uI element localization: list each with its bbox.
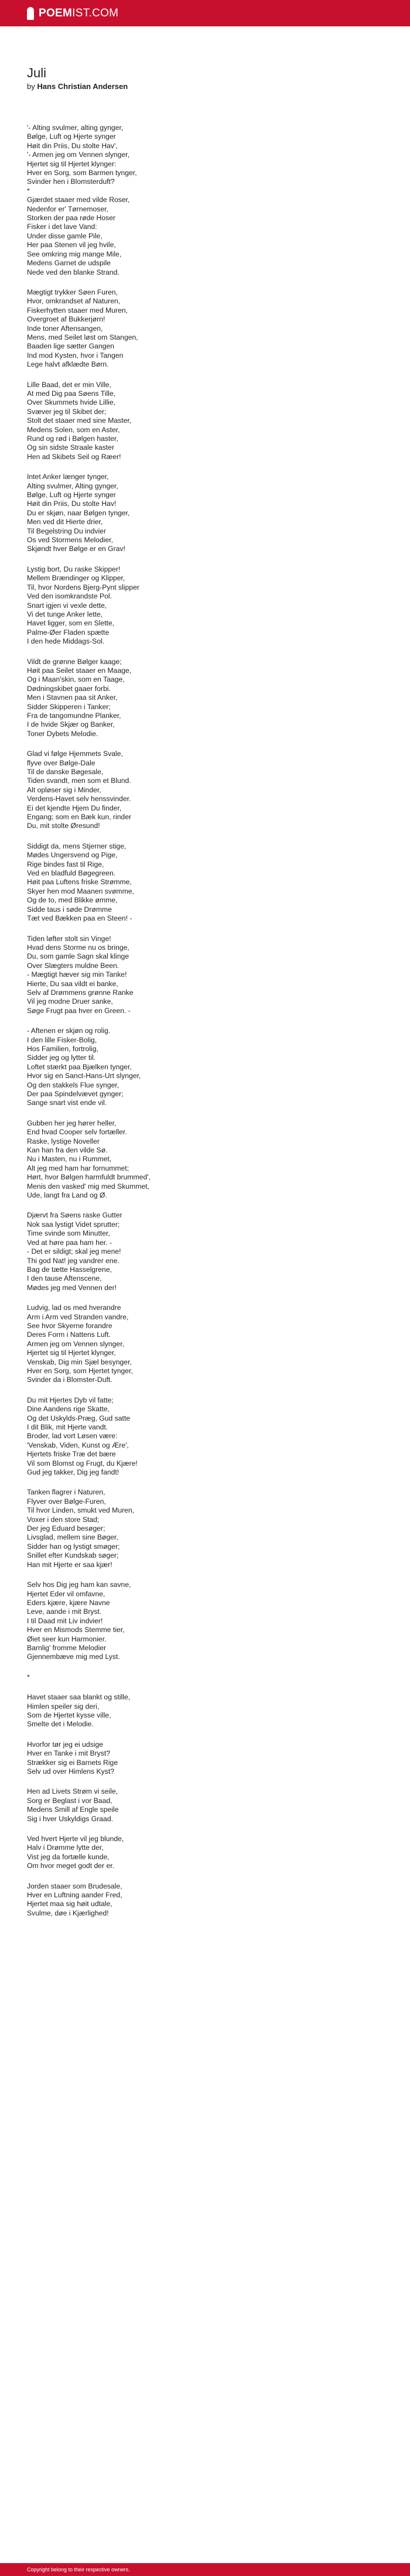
poem-line: Sidde taus i søde Drømme <box>27 905 112 914</box>
poem-line: Hver en Mismods Stemme tier, <box>27 1626 125 1634</box>
by-prefix: by <box>27 82 35 91</box>
poem-line: Livsglad, mellem sine Bøger, <box>27 1533 118 1542</box>
poem-line: Djærvt fra Søens raske Gutter <box>27 1211 122 1220</box>
poem-line: Øiet seer kun Harmonier. <box>27 1634 107 1643</box>
poem-line: End hvad Cooper selv fortæller. <box>27 1128 127 1137</box>
poem-line: See omkring mig mange Mile, <box>27 249 122 258</box>
poem-line: Høit paa Seilet staaer en Maage, <box>27 666 132 675</box>
poem-line: Glad vi følge Hjemmets Svale, <box>27 750 123 758</box>
poem-line: * <box>27 186 30 195</box>
poem-line: Og i Maan'skin, som en Taage, <box>27 675 125 684</box>
poem-line: Raske, lystige Noveller <box>27 1137 100 1145</box>
poem-line: Venskab, Dig min Sjæl besynger, <box>27 1357 132 1366</box>
poem-line: Intet Anker længer tynger, <box>27 473 109 481</box>
poem-line: Her paa Stenen vil jeg hvile, <box>27 241 116 249</box>
poem-line: Hver en Sorg, som Barmen tynger, <box>27 169 137 177</box>
poem-line: Dødningskibet gaaer forbi. <box>27 684 111 693</box>
poem-line: - Det er sildigt; skal jeg mene! <box>27 1247 121 1256</box>
poem-line: Fisker i det lave Vand: <box>27 223 97 231</box>
poem-line: Tiden løfter stolt sin Vinge! <box>27 934 111 943</box>
poem-line: Ei det kjendte Hjem Du finder, <box>27 803 122 812</box>
poem-line: Fiskerhytten staaer med Muren, <box>27 306 128 314</box>
poem-line: * <box>27 1672 30 1681</box>
poem-stanza <box>27 1693 355 1729</box>
poem-line: Lystig bort, Du raske Skipper! <box>27 565 121 573</box>
poem-line: Dine Aandens rige Skatte, <box>27 1405 110 1414</box>
poem-line: - Mægtigt hæver sig min Tanke! <box>27 970 127 979</box>
poem-line: Verdens-Havet selv henssvinder. <box>27 795 131 803</box>
poem-line: Voxer i den store Stad; <box>27 1515 100 1524</box>
poem-line: Gjærdet staaer med vilde Roser, <box>27 196 130 204</box>
poem-line: Hver en Luftning aander Fred, <box>27 1891 122 1900</box>
poem-line: Rige bindes fast til Rige, <box>27 860 104 868</box>
poem-line: Gud jeg takker, Dig jeg fandt! <box>27 1468 119 1477</box>
poem-line: Nu i Masten, nu i Rummet, <box>27 1155 112 1164</box>
poem-line: Alting svulmer, Alting gynger, <box>27 481 118 490</box>
poem-line: Os ved Stormens Melodier, <box>27 536 113 545</box>
poem-line: Stolt det staaer med sine Master, <box>27 416 132 425</box>
poem-line: Medens Garnet de udspile <box>27 259 111 268</box>
poem-stanza <box>27 1027 355 1108</box>
poem-line: Eders kjære, kjære Navne <box>27 1598 110 1607</box>
poem-line: 'Venskab, Viden, Kunst og Ære', <box>27 1441 129 1449</box>
poem-line: Mens, med Seilet løst om Stangen, <box>27 333 138 341</box>
poem-line: Over Skummets hvide Lillie, <box>27 398 116 407</box>
poem-line: Du, mit stolte Øresund! <box>27 822 100 830</box>
poem-line: I til Daad mit Liv indvier! <box>27 1616 103 1625</box>
poem-line: Medens Smill af Engle speile <box>27 1805 119 1814</box>
poem-line: Hen ad Livets Strøm vi seile, <box>27 1787 118 1796</box>
poem-line: Strækker sig ei Barnets Rige <box>27 1758 118 1767</box>
poem-line: Flyver over Bølge-Furen, <box>27 1497 106 1506</box>
poem-line: Over Slægters muldne Been. <box>27 961 119 970</box>
poem-line: I den tause Aftenscene, <box>27 1274 102 1283</box>
poem-line: Sange snart vist ende vil. <box>27 1099 107 1107</box>
poem-line: Til Begelstring Du indvier <box>27 526 107 535</box>
poem-line: Nok saa lystigt Videt sprutter; <box>27 1220 120 1229</box>
poem-line: Som de Hjertet kysse ville, <box>27 1711 111 1719</box>
poem-line: See hvor Skyerne forandre <box>27 1321 112 1330</box>
poem-byline <box>27 82 355 91</box>
poem-line: Du mit Hjertes Dyb vil fatte; <box>27 1395 114 1404</box>
poem-line: Hierte, Du saa vildt ei banke, <box>27 979 118 988</box>
poem-line: Gjennembæve mig med Lyst. <box>27 1653 120 1661</box>
poem-line: Kan han fra den vilde Sø. <box>27 1146 108 1155</box>
poem-line: Ved den isomkrandste Pol. <box>27 592 112 601</box>
poem-stanza <box>27 935 355 1016</box>
poem-line: Loftet stærkt paa Bjælken tynger, <box>27 1062 132 1071</box>
poem-line: Storken der paa røde Hoser <box>27 214 116 223</box>
poem-line: Mødes jeg med Vennen der! <box>27 1283 117 1292</box>
poem-line: Hvorfor tør jeg ei udsige <box>27 1740 104 1749</box>
poem-stanza <box>27 1835 355 1871</box>
poem-line: Bag de tætte Hasselgrene, <box>27 1265 112 1274</box>
poem-line: Du er skjøn, naar Bølgen tynger, <box>27 508 130 517</box>
poem-stanza <box>27 124 355 277</box>
poem-stanza <box>27 1581 355 1662</box>
poem-line: Havet staaer saa blankt og stille, <box>27 1693 131 1702</box>
poem-line: Nede ved den blanke Strand. <box>27 268 119 276</box>
poem-line: Overgroet af Bukkerjørn! <box>27 315 105 324</box>
poem-stanza <box>27 1740 355 1777</box>
poem-line: Inde toner Aftensangen, <box>27 324 103 333</box>
poem-line: Sidder han og lystigt smøger; <box>27 1542 120 1551</box>
poem-stanza <box>27 1488 355 1569</box>
poem-line: Høit din Priis, Du stolte Hav! <box>27 500 117 508</box>
poem-line: Snart igjen vi vexle dette, <box>27 601 107 610</box>
poem-line: - Aftenen er skjøn og rolig. <box>27 1027 111 1035</box>
poem-line: Selv ud over Himlens Kyst? <box>27 1767 115 1776</box>
poem-title: Juli <box>27 66 47 80</box>
poem-line: Hver en Tanke i mit Bryst? <box>27 1749 111 1758</box>
poem-line: I den hede Middags-Sol. <box>27 637 105 646</box>
poem-line: Sidder jeg og lytter til. <box>27 1053 96 1062</box>
poem-line: Havet ligger, som en Slette, <box>27 619 115 628</box>
poem-line: I de hvide Skjær og Banker, <box>27 720 115 729</box>
poem-line: Under disse gamle Pile, <box>27 231 102 240</box>
poem-line: Deres Form i Nattens Luft. <box>27 1330 111 1339</box>
poem-line: Toner Dybets Melodie. <box>27 729 98 738</box>
poem-line: Skyer hen mod Maanen svømme, <box>27 887 134 895</box>
poem-line: Thi god Nat! jeg vandrer ene. <box>27 1256 119 1265</box>
poem-line: Men ved dit Hierte drier, <box>27 518 103 526</box>
poem-stanza <box>27 1882 355 1918</box>
copyright-text: Copyright belong to their respective owners. <box>27 2567 130 2572</box>
poem-line: Tiden svandt, men som et Blund. <box>27 776 131 785</box>
poem-stanza <box>27 288 355 370</box>
poem-line: At med Dig paa Søens Tille, <box>27 389 116 398</box>
poem-line: Menis den vasked' mig med Skummet, <box>27 1182 149 1190</box>
poem-line: Søge Frugt paa hver en Green. - <box>27 1006 131 1015</box>
poem-line: Engang; som en Bæk kun, rinder <box>27 813 132 822</box>
poem-stanza <box>27 473 355 554</box>
poem-line: Nedenfor er' Tørnemoser, <box>27 204 108 213</box>
poem-stanza <box>27 658 355 739</box>
poem-line: Sidder Skipperen i Tanker; <box>27 702 111 711</box>
poem-stanza <box>27 750 355 831</box>
poem-line: '- Alting svulmer, alting gynger, <box>27 124 124 132</box>
poem-line: Hjertet sig til Hjertet klynger: <box>27 159 117 168</box>
poem-stanza <box>27 1396 355 1477</box>
poem-line: Ved hvert Hjerte vil jeg blunde, <box>27 1835 124 1843</box>
poem-line: Palme-Øer Fladen spætte <box>27 628 110 637</box>
poem-line: Der jeg Eduard besøger; <box>27 1524 105 1533</box>
poem-line: Hvor sig en Sanct-Hans-Urt slynger, <box>27 1072 141 1080</box>
poem-body <box>27 124 355 1918</box>
logo-text: POEMIST.COM <box>39 6 119 19</box>
poem-stanza <box>27 1211 355 1292</box>
poem-line: Hvad dens Storme nu os bringe, <box>27 943 129 952</box>
poem-line: Rund og rød i Bølgen haster, <box>27 435 118 443</box>
poem-line: flyve over Bølge-Dale <box>27 758 95 767</box>
poem-line: Sorg er Beglast i vor Baad, <box>27 1796 112 1805</box>
poem-line: Gubben her jeg hører heller, <box>27 1118 117 1127</box>
poem-line: Til hvor Linden, smukt ved Muren, <box>27 1506 135 1515</box>
poem-line: Lege halvt afklædte Børn. <box>27 360 109 369</box>
poem-stanza <box>27 842 355 923</box>
poem-line: Baaden lige sætter Gangen <box>27 342 115 351</box>
poem-line: Selv af Drømmens grønne Ranke <box>27 988 134 997</box>
poem-line: Svinder hen i Blomsterduft? <box>27 177 115 186</box>
poem-line: Svulme, døe i Kjærlighed! <box>27 1908 109 1917</box>
poem-line: Mellem Brændinger og Klipper, <box>27 574 125 583</box>
poem-line: Vist jeg da fortælle kunde, <box>27 1852 110 1861</box>
poem-stanza <box>27 1119 355 1200</box>
poem-line: Medens Solen, som en Aster, <box>27 425 120 434</box>
poem-line: Hos Familien, fortrolig, <box>27 1044 98 1053</box>
poem-line: Vil jeg modne Druer sanke, <box>27 997 113 1006</box>
poem-line: Ludvig, lad os med hverandre <box>27 1304 121 1312</box>
poem-line: Selv hos Dig jeg ham kan savne, <box>27 1581 131 1589</box>
poem-line: Og de to, med Blikke ømme, <box>27 896 118 905</box>
poem-line: Broder, lad vort Løsen være: <box>27 1432 118 1441</box>
poem-line: Hvor, omkrandset af Naturen, <box>27 297 121 306</box>
logo-icon <box>27 7 34 20</box>
poem-line: Hver en Sorg, som Hjertet tynger, <box>27 1366 133 1375</box>
poem-line: Vi det tunge Anker lette, <box>27 610 103 618</box>
poem-line: Jorden staaer som Brudesale, <box>27 1881 122 1890</box>
poem-line: Hjertets friske Træ det bære <box>27 1450 116 1459</box>
poem-line: Ude, langt fra Land og Ø. <box>27 1191 107 1200</box>
poem-line: Arm i Arm ved Stranden vandre, <box>27 1312 129 1321</box>
poem-line: Men i Stavnen paa sit Anker, <box>27 693 118 702</box>
poem-line: Høit din Priis, Du stolte Hav', <box>27 141 118 150</box>
poem-line: Hjertet maa sig høit udtale, <box>27 1900 112 1908</box>
poem-line: Mødes Ungersvend og Pige, <box>27 851 118 860</box>
poem-line: Sig i hver Uskyldigs Graad. <box>27 1814 113 1823</box>
poem-line: Hørt, hvor Bølgen harmfuldt brummed', <box>27 1173 151 1182</box>
poem-line: Du, som gamle Sagn skal klinge <box>27 952 129 961</box>
poem-line: Siddigt da, mens Stjerner stige, <box>27 841 127 850</box>
poem-line: Skjøndt hver Bølge er en Grav! <box>27 545 125 553</box>
poem-line: Tæt ved Bækken paa en Steen! - <box>27 914 132 923</box>
poem-line: Ind mod Kysten, hvor i Tangen <box>27 351 124 360</box>
site-logo[interactable] <box>27 7 118 20</box>
poem-line: Til de danske Bøgesale, <box>27 768 104 776</box>
poem-line: Hjertet sig til Hjertet klynger, <box>27 1349 116 1357</box>
poem-line: Lille Baad, det er min Ville, <box>27 380 112 389</box>
poem-line: Alt opløser sig i Minder, <box>27 785 101 794</box>
poem-line: Smelte det i Melodie. <box>27 1720 94 1729</box>
poem-line: Og det Uskylds-Præg, Gud satte <box>27 1414 131 1422</box>
poem-line: Svæver jeg til Skibet der; <box>27 407 107 416</box>
site-footer <box>0 2563 410 2576</box>
poem-line: Vil som Blomst og Frugt, du Kjære! <box>27 1459 138 1467</box>
poem-line: Bølge, Luft og Hjerte synger <box>27 132 116 141</box>
poem-line: Barnlig' fromme Melodier <box>27 1643 107 1652</box>
poem-line: Og sin sidste Straale kaster <box>27 443 115 452</box>
poem-stanza <box>27 1787 355 1824</box>
poem-content <box>27 66 355 1929</box>
author-link[interactable]: Hans Christian Andersen <box>37 82 128 91</box>
poem-line: Fra de tangomundne Planker, <box>27 711 121 720</box>
poem-line: Han mit Hjerte er saa kjær! <box>27 1560 112 1569</box>
poem-line: I dit Blik, mit Hjerte vandt. <box>27 1423 108 1431</box>
poem-line: Vildt de grønne Bølger kaage; <box>27 657 122 666</box>
poem-line: Der paa Spindelvævet gynger; <box>27 1090 124 1098</box>
poem-line: Ved en bladfuld Bøgegreen. <box>27 869 116 878</box>
poem-line: Mægtigt trykker Søen Furen, <box>27 288 118 296</box>
poem-line: Halv i Drømme lytte der, <box>27 1843 104 1852</box>
poem-line: '- Armen jeg om Vennen slynger, <box>27 150 130 159</box>
poem-stanza <box>27 381 355 462</box>
poem-line: Ved at høre paa ham her. - <box>27 1238 112 1247</box>
poem-stanza <box>27 1304 355 1385</box>
poem-line: Og den stakkels Flue synger, <box>27 1080 119 1089</box>
poem-line: Time svinde som Minutter, <box>27 1229 110 1238</box>
poem-line: Alt jeg med ham har fornummet; <box>27 1164 129 1172</box>
poem-line: Til, hvor Nordens Bjerg-Pynt slipper <box>27 583 139 591</box>
poem-line: Tanken flagrer i Naturen, <box>27 1488 105 1497</box>
poem-line: Himlen speiler sig deri, <box>27 1702 100 1711</box>
poem-line: Bølge, Luft og Hjerte synger <box>27 491 116 500</box>
poem-line: Svinder da i Blomster-Duft. <box>27 1376 112 1384</box>
site-header <box>0 0 410 26</box>
poem-line: I den lille Fisker-Bolig, <box>27 1035 97 1044</box>
poem-stanza <box>27 1673 355 1682</box>
poem-line: Hjertet Eder vil omfavne, <box>27 1589 105 1598</box>
poem-line: Snillet efter Kundskab søger; <box>27 1551 119 1560</box>
poem-line: Leve, aande i mit Bryst. <box>27 1607 102 1616</box>
poem-line: Armen jeg om Vennen slynger, <box>27 1339 124 1348</box>
poem-stanza <box>27 565 355 646</box>
poem-line: Om hvor meget godt der er. <box>27 1862 115 1870</box>
poem-line: Hen ad Skibets Seil og Ræer! <box>27 452 121 461</box>
poem-line: Høit paa Luftens friske Strømme, <box>27 878 132 887</box>
